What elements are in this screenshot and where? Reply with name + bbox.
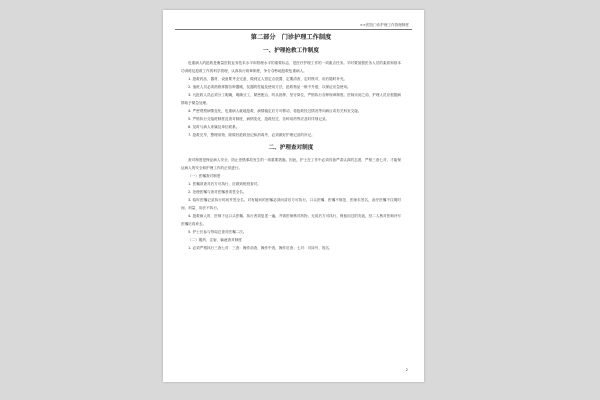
list-item: 7. 抢救完毕，整理用物，除做好抢救登记和消毒外，必须做好护理记录的补记。 [188,133,315,137]
list-item: 4. 抢救病人时，医师下达口头医嘱，执行者须复述一遍，并请医师核对药物，无误后方可执行，保留用过的安瓿，经二人核对医师补写医嘱后再弃去。 [181,214,402,226]
subheading: （一）医嘱查对制度 [188,174,221,178]
document-page [163,10,424,382]
list-item: 3. 临时医嘱记录执行时间并签全名，对有疑问的医嘱必须问清后方可执行，口头医嘱、医嘱不规范、医师未签名，治疗医嘱不往明时间、剂量、用法不执行。 [181,198,401,210]
part-title: 第二部分 门诊护理工作制度 [250,34,332,41]
list-item: 4. 严密观察病情变化，危重病人就地抢救，病情稳定后方可移动，将抢救经过情况等向病区或有关科室交接。 [188,109,362,113]
section-title-rescue: 一、护理抢救工作制度 [263,48,319,54]
list-item: 5. 护士长参与每周总查对医嘱二次。 [188,230,247,234]
paragraph: 查对制度是保证病人安全，防止差错事故发生的一项重要措施。因此，护士在工作中必须具备严肃认真的态度，严格三查七对，才能保证病人的安全和护理工作的正常进行。 [181,158,401,170]
list-item: 5. 严格执行交接班制度及查对制度，病情变化、抢救经过、各种用药等应及时详细记录。 [188,117,330,121]
subheading: （二）服药、注射、输液查对制度 [188,238,242,242]
list-item: 2. 处理医嘱与查对医嘱者须签全名。 [188,190,247,194]
section-title-verification: 二、护理查对制度 [268,145,314,151]
list-item: 6. 及时与病人家属及单位联系。 [188,125,240,129]
list-item: 2. 值班人员必须熟练掌握各种器械、仪器的性能及使用方法，抢救物品一般不外借，以保证应急使用。 [188,85,351,89]
page-content [181,32,401,252]
list-item: 1. 必须严格执行三查七对：三查：操作前查，操作中查，操作后查；七对：对床号、姓名、 [188,246,333,250]
list-item: 3. 凡抢救人员必须分工明确，明确分工，紧密配合，听从指挥，坚守岗位，严格执行各种规章制度。医师未到之前，护理人员应根据病情给予紧急处理。 [181,93,402,105]
page-number: 2 [405,367,408,372]
paragraph: 危重病人的抢救是衡量医院业务技术水平和管理水平的重要标志，是医疗护理工作的一项重点任务。平时要加强医务人员的素质和基本功训练及抢救工作的科学管理，认真执行规章制度，争分夺秒地抢救危重病人。 [181,61,401,73]
list-item: 1. 抢救药品、器材、设备要齐全完备，做到定人管定点放置、定期清查、定时核对，用后随时补充。 [188,77,348,81]
running-header: ××医院门诊护理工作管理制度 [359,23,409,27]
header-divider [175,29,412,30]
list-item: 1. 医嘱须查对后方可执行，应做到班班查对。 [188,182,261,186]
